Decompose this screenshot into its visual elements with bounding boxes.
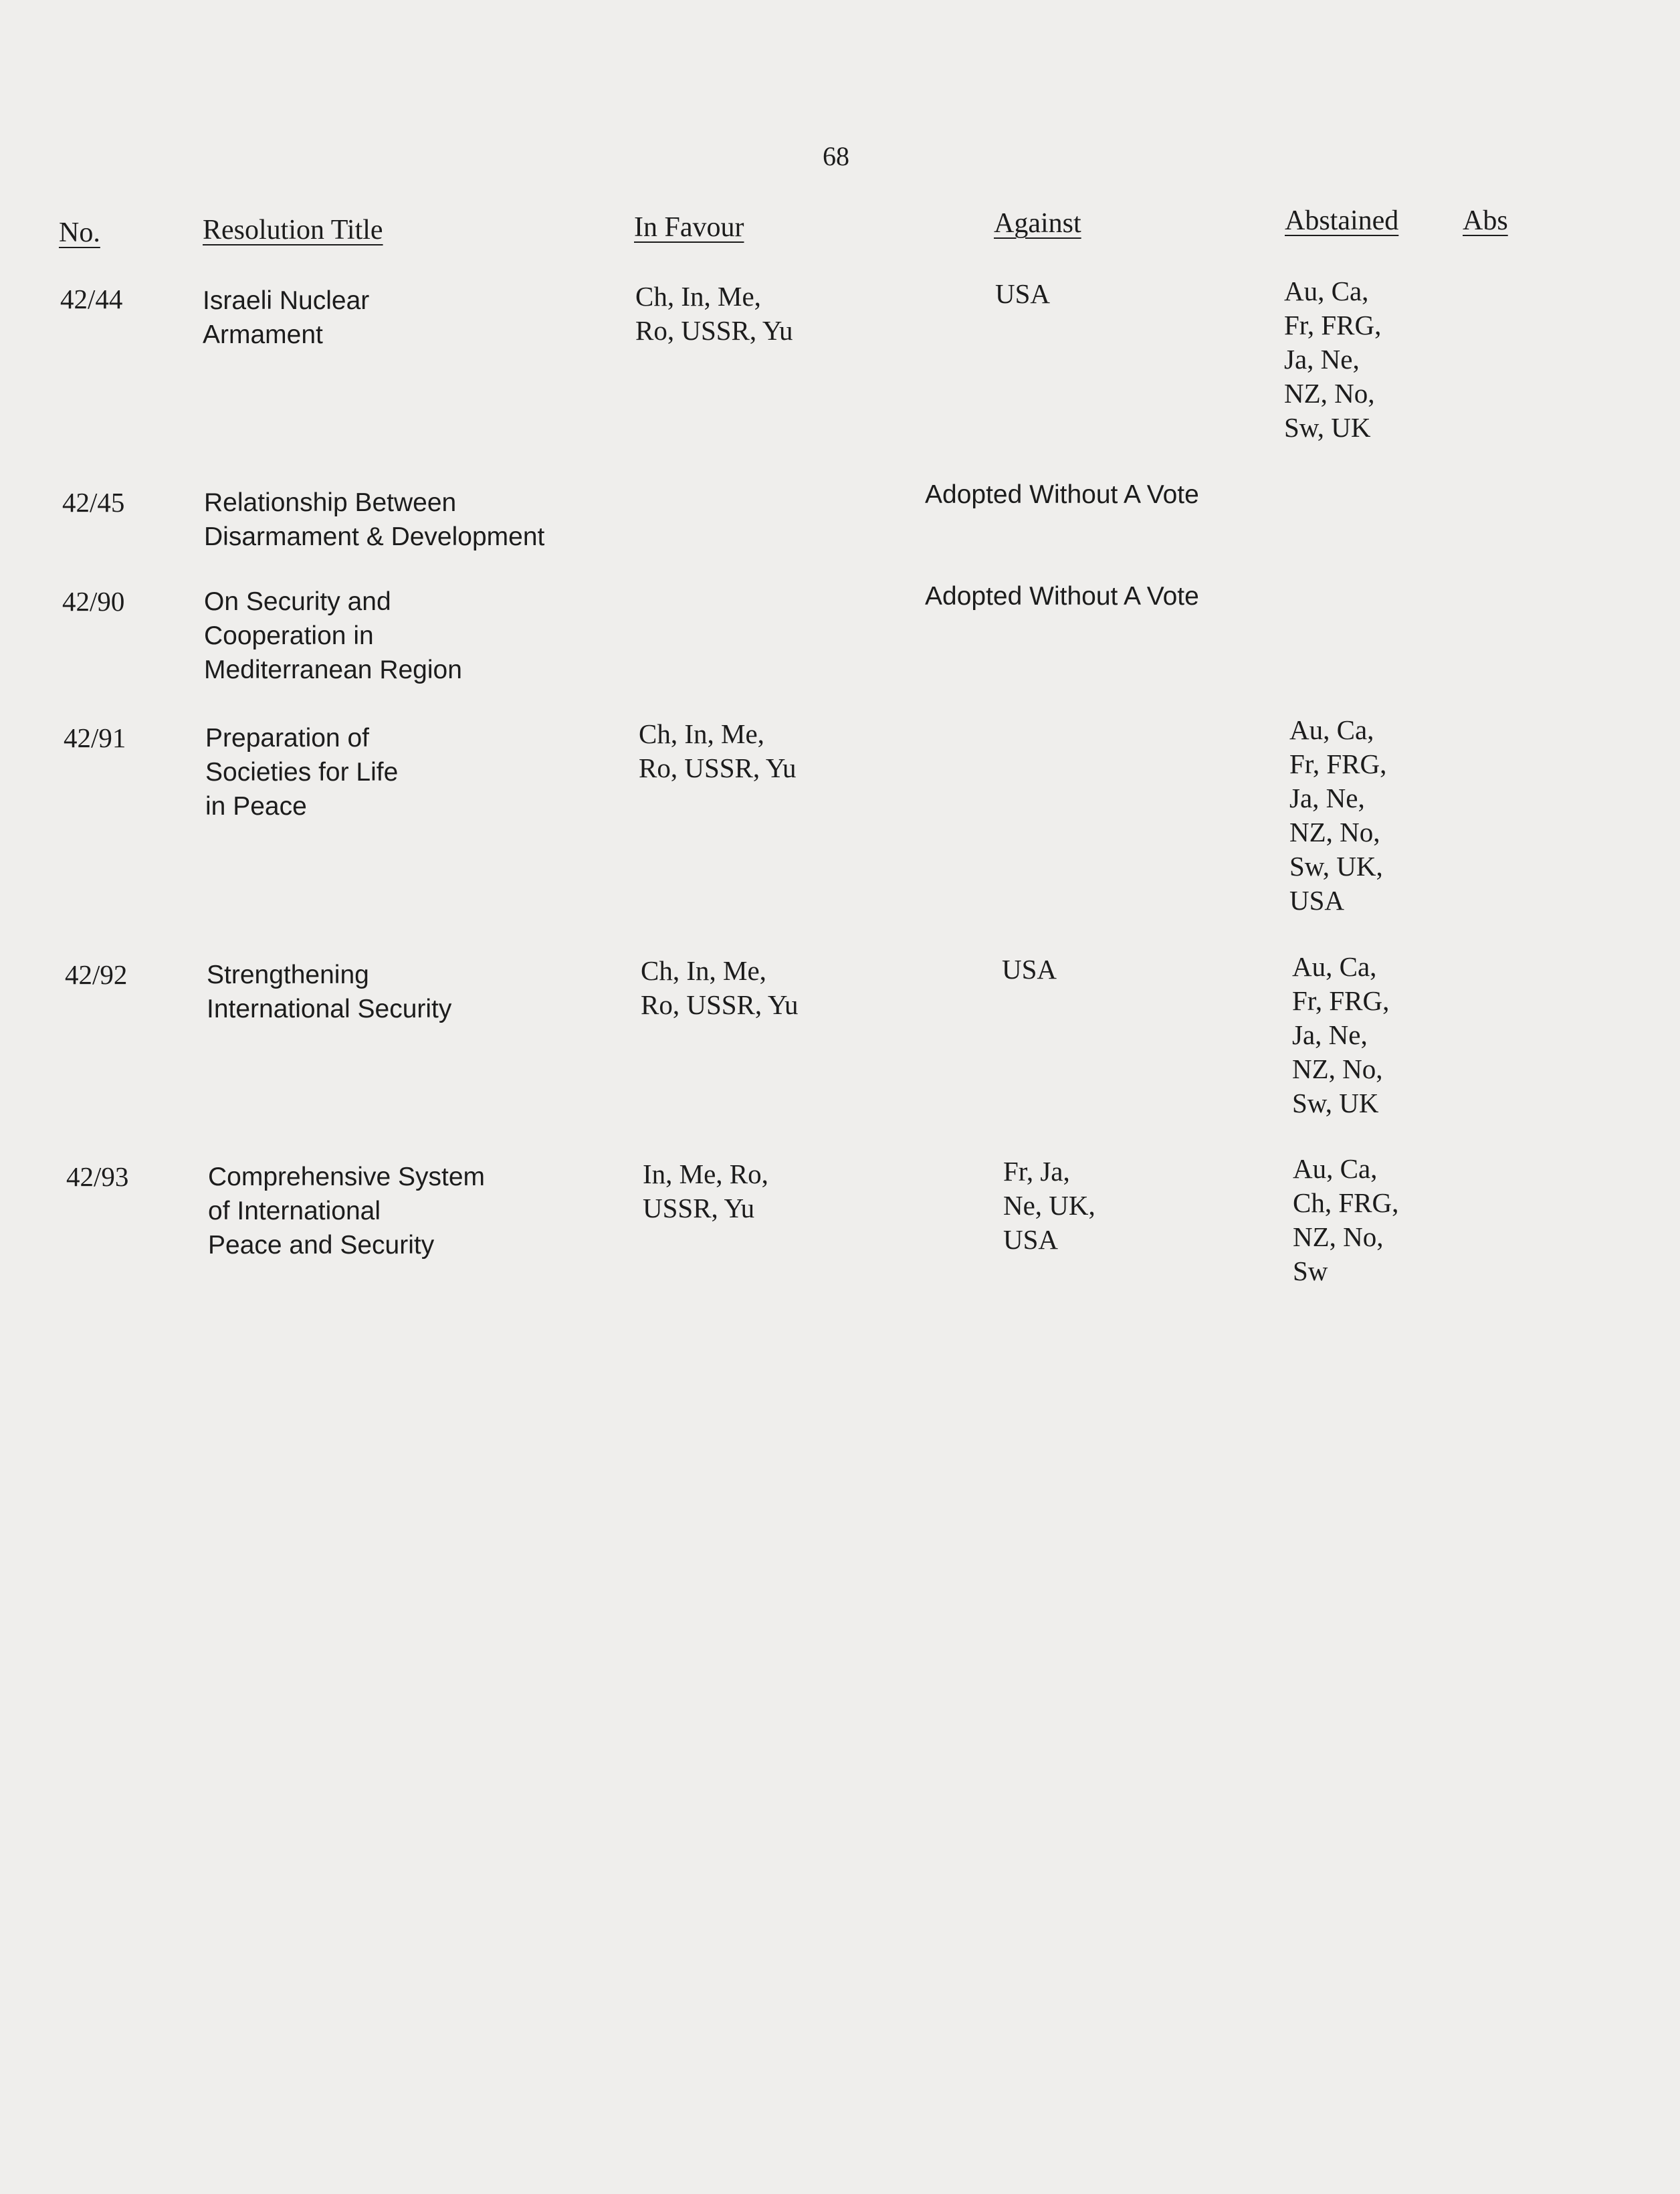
row-in-favour: In, Me, Ro, USSR, Yu — [643, 1159, 768, 1223]
page-number: 68 — [823, 141, 849, 171]
header-in-favour: In Favour — [634, 212, 744, 243]
row-adopted-without-vote: Adopted Without A Vote — [925, 582, 1199, 611]
row-title: On Security and Cooperation in Mediterranean Region — [204, 587, 462, 684]
row-no: 42/91 — [64, 722, 126, 753]
row-title: Preparation of Societies for Life in Peace — [205, 724, 399, 821]
header-abs: Abs — [1463, 205, 1508, 236]
row-abstained: Au, Ca, Fr, FRG, Ja, Ne, NZ, No, Sw, UK, USA — [1289, 714, 1387, 916]
header-against: Against — [994, 208, 1081, 239]
header-resolution-title: Resolution Title — [203, 215, 383, 245]
row-abstained: Au, Ca, Fr, FRG, Ja, Ne, NZ, No, Sw, UK — [1292, 951, 1390, 1118]
row-abstained: Au, Ca, Ch, FRG, NZ, No, Sw — [1293, 1153, 1399, 1286]
header-abstained: Abstained — [1285, 205, 1399, 236]
row-title: Strengthening International Security — [207, 961, 452, 1023]
row-no: 42/93 — [66, 1161, 129, 1192]
row-no: 42/45 — [62, 487, 125, 518]
row-in-favour: Ch, In, Me, Ro, USSR, Yu — [641, 955, 799, 1020]
row-title: Comprehensive System of International Peace and Security — [208, 1163, 485, 1260]
row-title: Israeli Nuclear Armament — [203, 286, 370, 349]
row-no: 42/92 — [65, 959, 128, 990]
row-abstained: Au, Ca, Fr, FRG, Ja, Ne, NZ, No, Sw, UK — [1284, 276, 1382, 443]
row-against: Fr, Ja, Ne, UK, USA — [1003, 1156, 1095, 1255]
row-adopted-without-vote: Adopted Without A Vote — [925, 480, 1199, 509]
row-title: Relationship Between Disarmament & Development — [204, 488, 545, 551]
row-in-favour: Ch, In, Me, Ro, USSR, Yu — [639, 718, 797, 783]
row-against: USA — [995, 278, 1051, 309]
row-in-favour: Ch, In, Me, Ro, USSR, Yu — [635, 281, 793, 346]
header-no: No. — [59, 217, 100, 248]
row-against: USA — [1002, 954, 1057, 985]
row-no: 42/44 — [60, 284, 123, 314]
row-no: 42/90 — [62, 586, 125, 617]
